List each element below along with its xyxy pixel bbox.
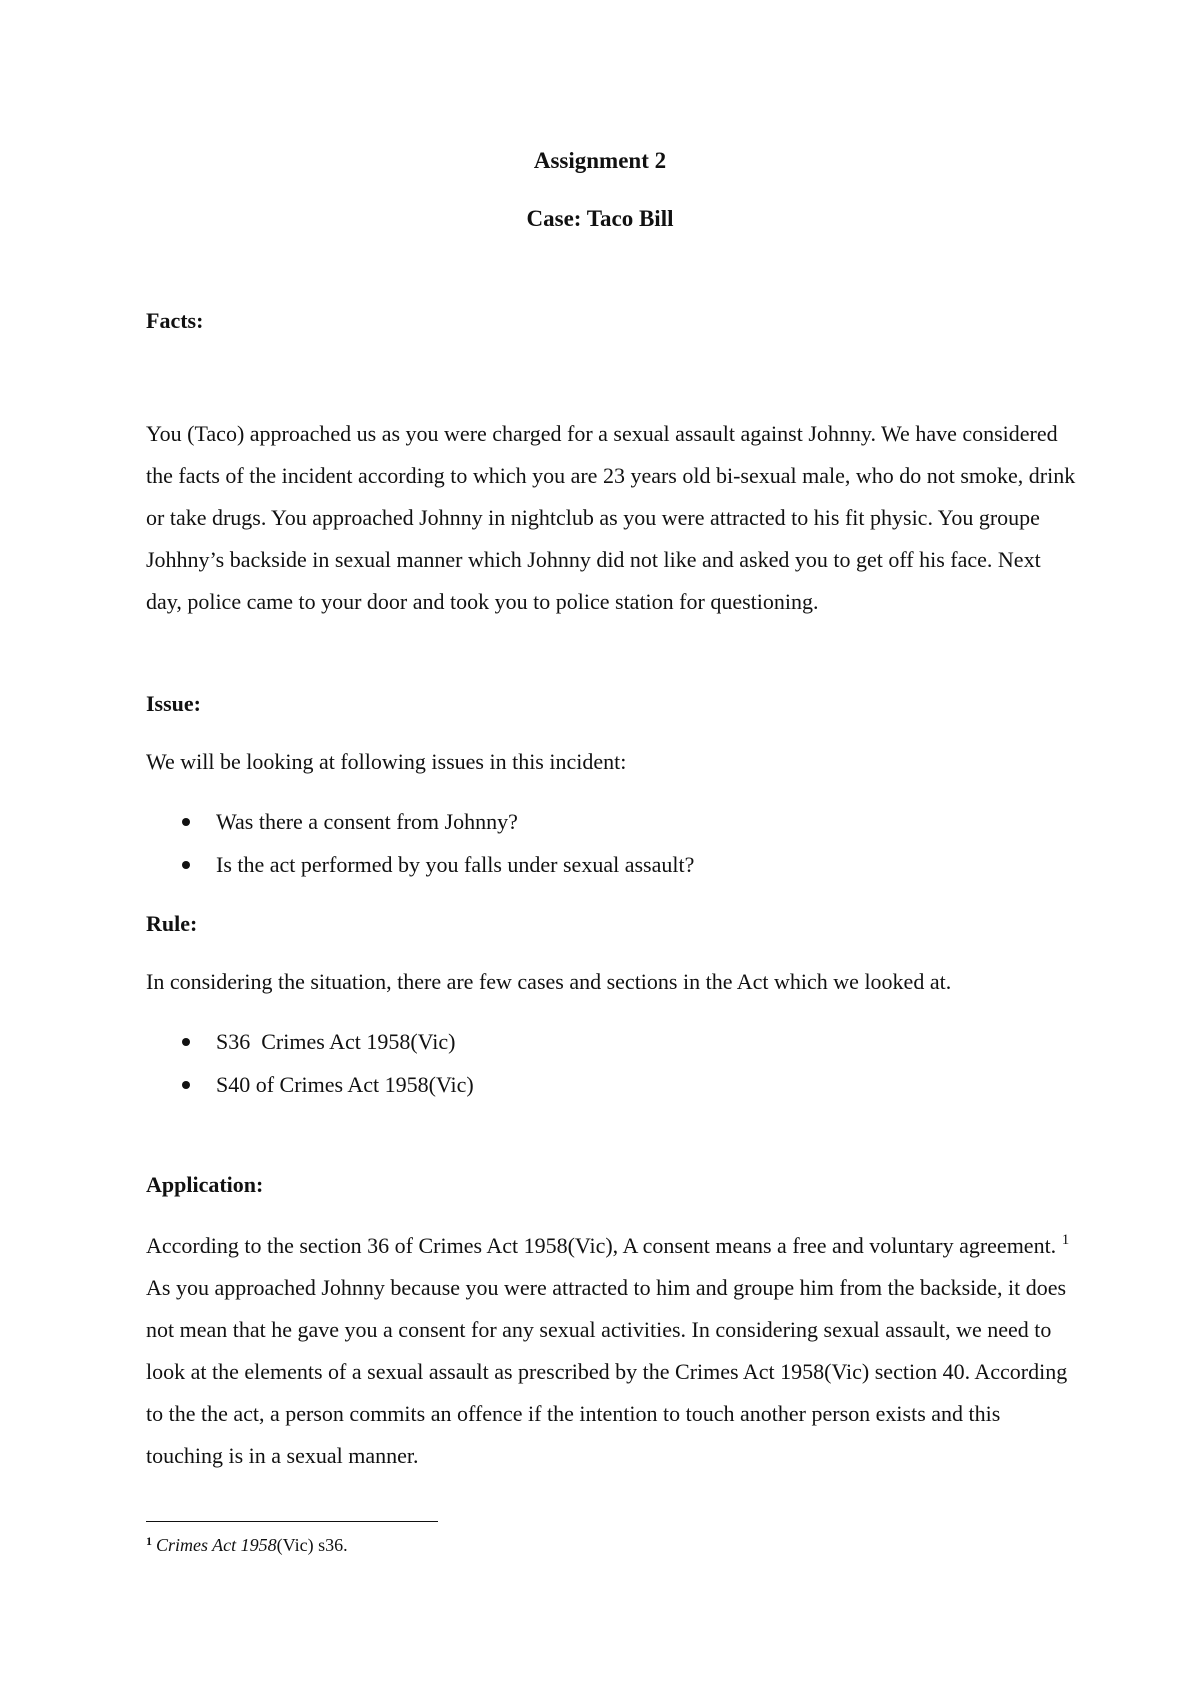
- footnote-citation: (Vic) s36.: [276, 1535, 348, 1555]
- application-heading: Application:: [146, 1172, 264, 1197]
- issue-bullet: [182, 852, 694, 878]
- bullet-icon: [182, 861, 190, 869]
- footnote-separator: [146, 1521, 438, 1522]
- bullet-icon: [182, 1081, 190, 1089]
- rule-heading: Rule:: [146, 911, 198, 936]
- issue-bullet-text: Was there a consent from Johnny?: [216, 809, 518, 834]
- footnote: [146, 1534, 348, 1556]
- rule-bullet-text: S36 Crimes Act 1958(Vic): [216, 1029, 456, 1054]
- application-paragraph: [146, 1225, 1076, 1477]
- rule-bullet-text: S40 of Crimes Act 1958(Vic): [216, 1072, 474, 1097]
- rule-bullet: [182, 1029, 455, 1055]
- footnote-reference[interactable]: 1: [1061, 1232, 1070, 1248]
- rule-intro: In considering the situation, there are few cases and sections in the Act which we looked at.: [146, 969, 952, 994]
- bullet-icon: [182, 1038, 190, 1046]
- issue-bullet-text: Is the act performed by you falls under sexual assault?: [216, 852, 695, 877]
- issue-heading: Issue:: [146, 691, 202, 716]
- facts-heading: Facts:: [146, 308, 204, 333]
- facts-paragraph: You (Taco) approached us as you were charged for a sexual assault against Johnny. We have considered the facts of the incident according to which you are 23 years old bi-sexual male, who do not smoke, drink or take drugs. You approached Johnny in nightclub as you were attracted to his fit physic. You groupe Johhny’s backside in sexual manner which Johnny did not like and asked you to get off his face. Next day, police came to your door and took you to police station for questioning.: [146, 421, 1076, 614]
- bullet-icon: [182, 818, 190, 826]
- rule-bullet: [182, 1072, 474, 1098]
- issue-intro: We will be looking at following issues in this incident:: [146, 749, 627, 774]
- footnote-act-name: Crimes Act 1958: [156, 1535, 277, 1555]
- application-text-part2: As you approached Johnny because you were attracted to him and groupe him from the backside, it does not mean that he gave you a consent for any sexual activities. In considering sexual assault, we need to look at the elements of a sexual assault as prescribed by the Crimes Act 1958(Vic) section 40. According to the the act, a person commits an offence if the intention to touch another person exists and this touching is in a sexual manner.: [146, 1275, 1068, 1468]
- footnote-mark: 1: [146, 1534, 152, 1548]
- document-title: Assignment 2: [533, 148, 667, 173]
- case-title: Case: Taco Bill: [526, 206, 674, 231]
- issue-bullet: [182, 809, 518, 835]
- application-text-part1: According to the section 36 of Crimes Act 1958(Vic), A consent means a free and voluntary agreement.: [146, 1233, 1057, 1258]
